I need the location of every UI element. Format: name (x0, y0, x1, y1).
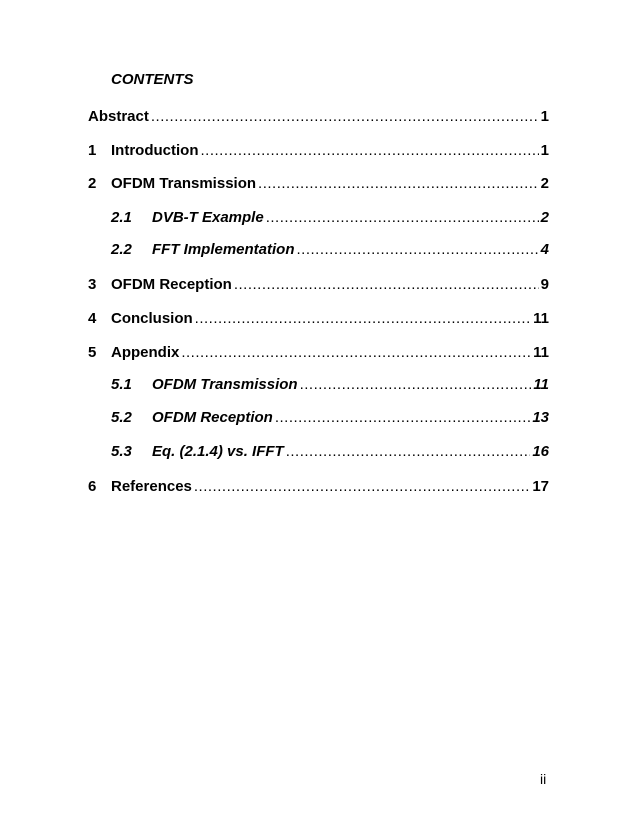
dot-leader (300, 375, 532, 395)
toc-entry-dvb-t-example[interactable] (111, 208, 549, 228)
toc-entry-appendix-ofdm-transmission[interactable] (111, 375, 549, 395)
toc-entry-page: 9 (540, 276, 549, 293)
toc-entry-page: 1 (540, 108, 549, 125)
toc-entry-eq-vs-ifft[interactable] (111, 442, 549, 462)
toc-entry-title: Introduction (111, 142, 199, 159)
toc-entry-title: OFDM Transmission (111, 175, 257, 192)
toc-entry-number: 5.3 (111, 443, 132, 460)
toc-entry-page: 17 (532, 478, 549, 495)
dot-leader (195, 309, 531, 329)
dot-leader (200, 141, 538, 161)
toc-entry-number: 2 (88, 175, 97, 192)
dot-leader (234, 275, 539, 295)
dot-leader (258, 174, 539, 194)
toc-entry-references[interactable] (88, 477, 549, 497)
toc-entry-page: 2 (540, 209, 549, 226)
toc-entry-title: References (111, 478, 192, 495)
dot-leader (275, 408, 530, 428)
toc-entry-title: Appendix (111, 344, 180, 361)
dot-leader (194, 477, 530, 497)
toc-entry-title: OFDM Reception (111, 276, 232, 293)
toc-entry-number: 4 (88, 310, 97, 327)
toc-entry-title: Eq. (2.1.4) vs. IFFT (152, 443, 284, 460)
toc-entry-page: 2 (540, 175, 549, 192)
toc-entry-ofdm-transmission[interactable] (88, 174, 549, 194)
toc-entry-page: 11 (533, 376, 549, 393)
toc-entry-title: Conclusion (111, 310, 193, 327)
toc-entry-title: Abstract (88, 108, 149, 125)
toc-entry-page: 11 (533, 344, 549, 361)
toc-entry-number: 5.1 (111, 376, 132, 393)
toc-entry-page: 13 (532, 409, 549, 426)
toc-entry-number: 3 (88, 276, 97, 293)
toc-entry-page: 1 (540, 142, 549, 159)
toc-entry-ofdm-reception[interactable] (88, 275, 549, 295)
page-number: ii (540, 771, 547, 787)
toc-entry-abstract[interactable] (88, 107, 549, 127)
toc-entry-appendix[interactable] (88, 343, 549, 363)
toc-entry-introduction[interactable] (88, 141, 549, 161)
toc-entry-title: DVB-T Example (152, 209, 264, 226)
toc-entry-number: 5.2 (111, 409, 132, 426)
toc-entry-fft-implementation[interactable] (111, 240, 549, 260)
toc-entry-page: 4 (540, 241, 549, 258)
toc-entry-number: 5 (88, 344, 97, 361)
toc-heading: CONTENTS (111, 71, 194, 88)
dot-leader (297, 240, 539, 260)
toc-entry-conclusion[interactable] (88, 309, 549, 329)
toc-entry-number: 6 (88, 478, 97, 495)
dot-leader (266, 208, 539, 228)
toc-entry-page: 11 (533, 310, 549, 327)
toc-entry-appendix-ofdm-reception[interactable] (111, 408, 549, 428)
toc-entry-number: 1 (88, 142, 97, 159)
dot-leader (181, 343, 531, 363)
toc-entry-title: FFT Implementation (152, 241, 295, 258)
toc-entry-title: OFDM Reception (152, 409, 273, 426)
dot-leader (151, 107, 539, 127)
toc-entry-number: 2.1 (111, 209, 132, 226)
toc-entry-title: OFDM Transmission (152, 376, 298, 393)
toc-entry-number: 2.2 (111, 241, 132, 258)
toc-entry-page: 16 (532, 443, 549, 460)
dot-leader (286, 442, 531, 462)
